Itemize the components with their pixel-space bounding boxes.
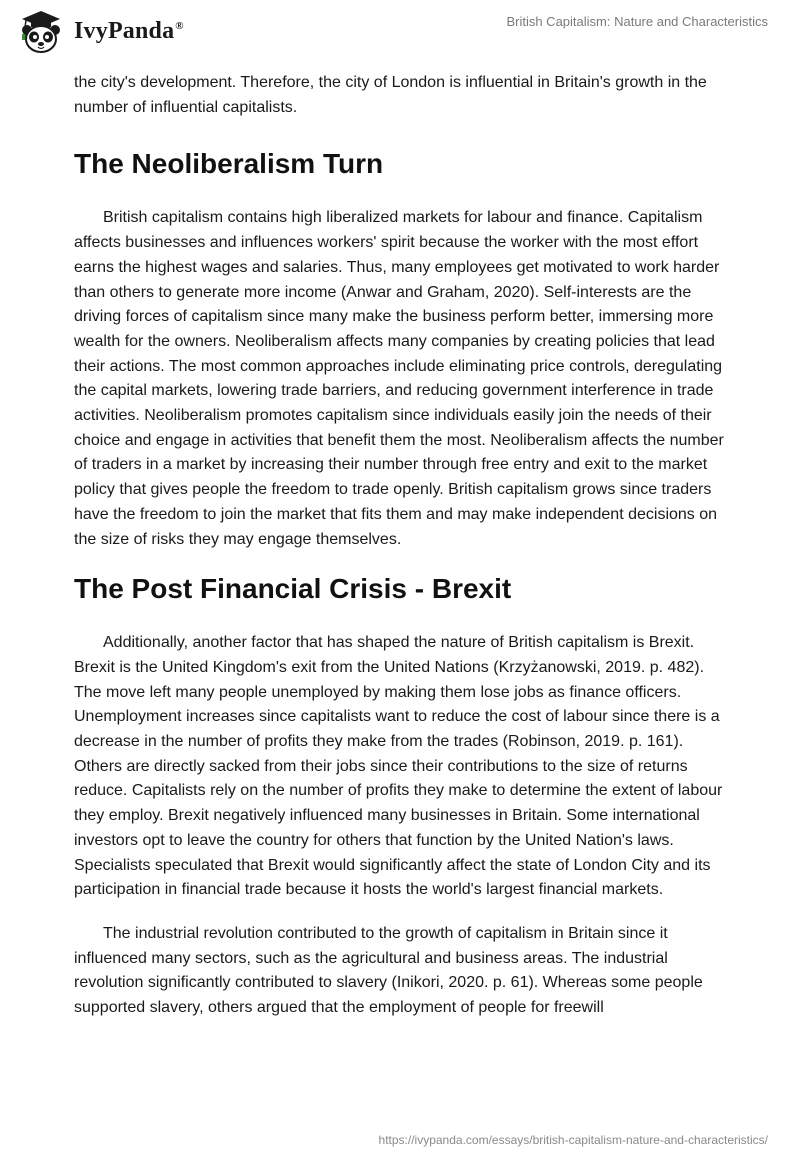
registered-mark: ® (175, 19, 184, 32)
intro-paragraph: the city's development. Therefore, the city of London is influential in Britain's growth in the number of influential capitalists. (74, 74, 707, 116)
brexit-paragraph-2: The industrial revolution contributed to the growth of capitalism in Britain since it influenced many sectors, such as the agricultural and business areas. The industrial revolution significantly contributed to slavery (Inikori, 2020. p. 61). Whereas some people supported slavery, others argued that the employment of people for freewill (74, 924, 703, 1017)
essay-content (74, 71, 730, 1021)
panda-graduate-icon (14, 8, 68, 54)
brexit-paragraph-1: Additionally, another factor that has shaped the nature of British capitalism is Brexit. Brexit is the United Kingdom's exit from the United Nations (Krzyżanowski, 2019. p. 482). The move left many people unemployed by making them lose jobs as finance officers. Unemployment increases since capitalists want to reduce the cost of labour since there is a decrease in the number of profits they make from the trades (Robinson, 2019. p. 161). Others are directly sacked from their jobs since their contributions to the size of returns reduce. Capitalists rely on the number of profits they make to determine the extent of labour they employ. Brexit negatively influenced many businesses in Britain. Some international investors opt to leave the country for others that function by the United Nation's laws. Specialists speculated that Brexit would significantly affect the state of London City and its participation in financial trade because it hosts the world's largest financial markets. (74, 634, 723, 899)
logo-text: IvyPanda® (74, 17, 184, 44)
page-header (0, 0, 800, 64)
section-heading-brexit: The Post Financial Crisis - Brexit (74, 573, 512, 605)
footer-source-url[interactable]: https://ivypanda.com/essays/british-capitalism-nature-and-characteristics/ (378, 1133, 768, 1147)
document-title: British Capitalism: Nature and Characteristics (506, 14, 768, 29)
ivypanda-logo[interactable] (14, 8, 184, 54)
neoliberalism-paragraph: British capitalism contains high liberalized markets for labour and finance. Capitalism affects businesses and influences workers' spirit because the worker with the most effort earns the highest wages and salaries. Thus, many employees get motivated to work harder than others to generate more income (Anwar and Graham, 2020). Self-interests are the driving forces of capitalism since many make the business perform better, immersing more wealth for the owners. Neoliberalism affects many companies by creating policies that lead their actions. The most common approaches include eliminating price controls, deregulating the capital markets, lowering trade barriers, and reducing government interference in trade activities. Neoliberalism promotes capitalism since individuals easily join the needs of their choice and engage in activities that benefit them the most. Neoliberalism affects the number of traders in a market by increasing their number through free entry and exit to the market policy that gives people the freedom to trade openly. British capitalism grows since traders have the freedom to join the market that fits them and may make independent decisions on the size of risks they may engage themselves. (74, 209, 724, 548)
section-heading-neoliberalism: The Neoliberalism Turn (74, 148, 384, 180)
